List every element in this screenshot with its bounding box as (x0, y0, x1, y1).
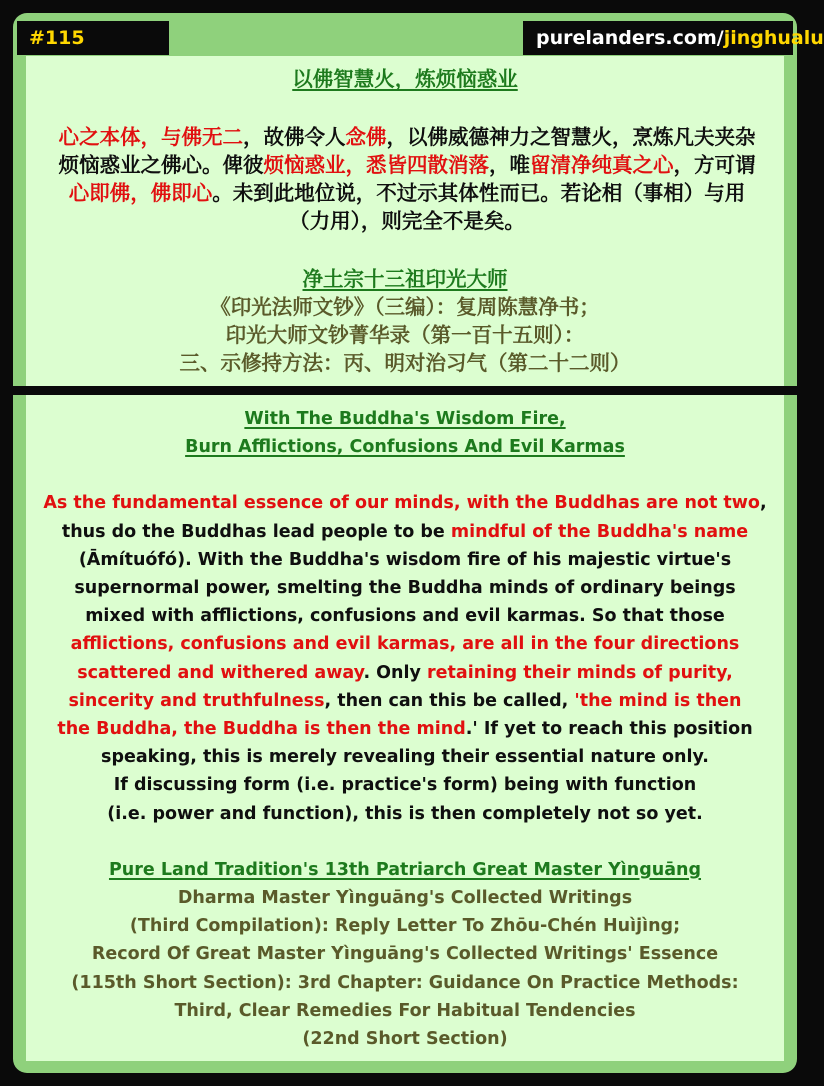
english-text: thus do the Buddhas lead people to be (61, 521, 451, 542)
english-text: mixed with afflictions, confusions and evil karmas. So that those (85, 606, 725, 627)
english-source-1: Dharma Master Yìnguāng's Collected Writings (177, 888, 633, 909)
english-body-line (26, 659, 784, 687)
chinese-author (26, 265, 784, 293)
english-title-2-text: Burn Afflictions, Confusions And Evil Karmas (185, 437, 625, 458)
site-tag (523, 21, 824, 55)
english-body-line (26, 743, 784, 771)
english-text: (i.e. power and function), this is then completely not so yet. (107, 803, 703, 824)
english-text: , then can this be called, (324, 690, 575, 711)
english-highlight: 'the mind is then (574, 690, 742, 711)
english-title-1-text: With The Buddha's Wisdom Fire, (244, 409, 566, 429)
chinese-text: ，故佛令人 (243, 125, 346, 149)
english-text: . Only (363, 662, 428, 683)
english-text: If discussing form (i.e. practice's form) being with function (113, 775, 697, 796)
english-text: .' If yet to reach this position (465, 719, 753, 740)
english-body-line (26, 518, 784, 546)
english-source-2: (Third Compilation): Reply Letter To Zhōu-Chén Huìjìng; (129, 916, 681, 937)
english-body-line (26, 630, 784, 658)
section-divider (13, 386, 797, 395)
english-body (26, 489, 784, 827)
english-body-line (26, 715, 784, 743)
english-author (26, 856, 784, 884)
chinese-title-text: 以佛智慧火，炼烦恼惑业 (292, 67, 518, 91)
chinese-highlight: 念佛 (345, 125, 387, 149)
english-highlight: the Buddha, the Buddha is then the mind (57, 719, 466, 740)
english-body-line (26, 687, 784, 715)
issue-tag (17, 21, 169, 55)
english-highlight: retaining their minds of purity, (427, 662, 733, 683)
english-highlight: mindful of the Buddha's name (450, 521, 749, 542)
english-source-4: (115th Short Section): 3rd Chapter: Guidance On Practice Methods: (71, 972, 739, 993)
chinese-highlight: 心之本体，与佛无二 (58, 125, 243, 149)
english-highlight: sincerity and truthfulness (68, 690, 325, 711)
chinese-text: ，方可谓 (673, 153, 756, 177)
chinese-highlight: 烦恼惑业，悉皆四散消落 (263, 153, 489, 177)
chinese-source-3: 三、示修持方法：丙、明对治习气（第二十二则） (179, 351, 631, 375)
chinese-highlight: 心即佛，佛即心 (68, 181, 213, 205)
chinese-panel (26, 56, 784, 386)
chinese-highlight: 留清净纯真之心 (530, 153, 674, 177)
english-body-line (26, 574, 784, 602)
chinese-source-1: 《印光法师文钞》（三编）：复周陈慧净书； (210, 295, 600, 319)
english-source-6: (22nd Short Section) (302, 1029, 508, 1050)
issue-number: #115 (29, 27, 85, 49)
english-panel (26, 395, 784, 1061)
english-text: (Āmítuófó). With the Buddha's wisdom fire of his majestic virtue's (78, 549, 732, 570)
english-source-3: Record Of Great Master Yìnguāng's Collected Writings' Essence (91, 944, 719, 965)
english-body-line (26, 602, 784, 630)
english-body-line (26, 546, 784, 574)
chinese-author-text: 净土宗十三祖印光大师 (302, 267, 508, 291)
english-highlight: afflictions, confusions and evil karmas, are all in the four directions (70, 634, 740, 655)
english-title-1 (26, 405, 784, 433)
english-body-line (26, 489, 784, 517)
english-body-line (26, 800, 784, 828)
site-domain: purelanders.com/ (536, 27, 724, 49)
english-author-text: Pure Land Tradition's 13th Patriarch Great Master Yìnguāng (108, 859, 702, 880)
english-highlight: As the fundamental essence of our minds, with the Buddhas are not two (43, 493, 760, 514)
chinese-title (26, 65, 784, 93)
english-title-2 (26, 433, 784, 461)
chinese-text: 。未到此地位说，不过示其体性而已。若论相（事相）与用（力用），则完全不是矣。 (212, 181, 746, 233)
english-highlight: scattered and withered away (77, 662, 364, 683)
chinese-body (26, 123, 784, 235)
english-text: speaking, this is merely revealing their essential nature only. (101, 747, 709, 768)
site-path: jinghualu (723, 27, 824, 49)
chinese-text: ，唯 (489, 153, 530, 177)
english-text: supernormal power, smelting the Buddha minds of ordinary beings (74, 578, 736, 599)
chinese-text: ，以佛威德神力之智慧火，烹炼凡夫夹杂烦恼惑业之佛心。俾彼 (58, 125, 756, 177)
english-body-line (26, 771, 784, 799)
english-text: , (759, 493, 767, 514)
english-source-5: Third, Clear Remedies For Habitual Tendencies (174, 1000, 636, 1021)
chinese-source-2: 印光大师文钞菁华录（第一百十五则）： (225, 323, 585, 347)
